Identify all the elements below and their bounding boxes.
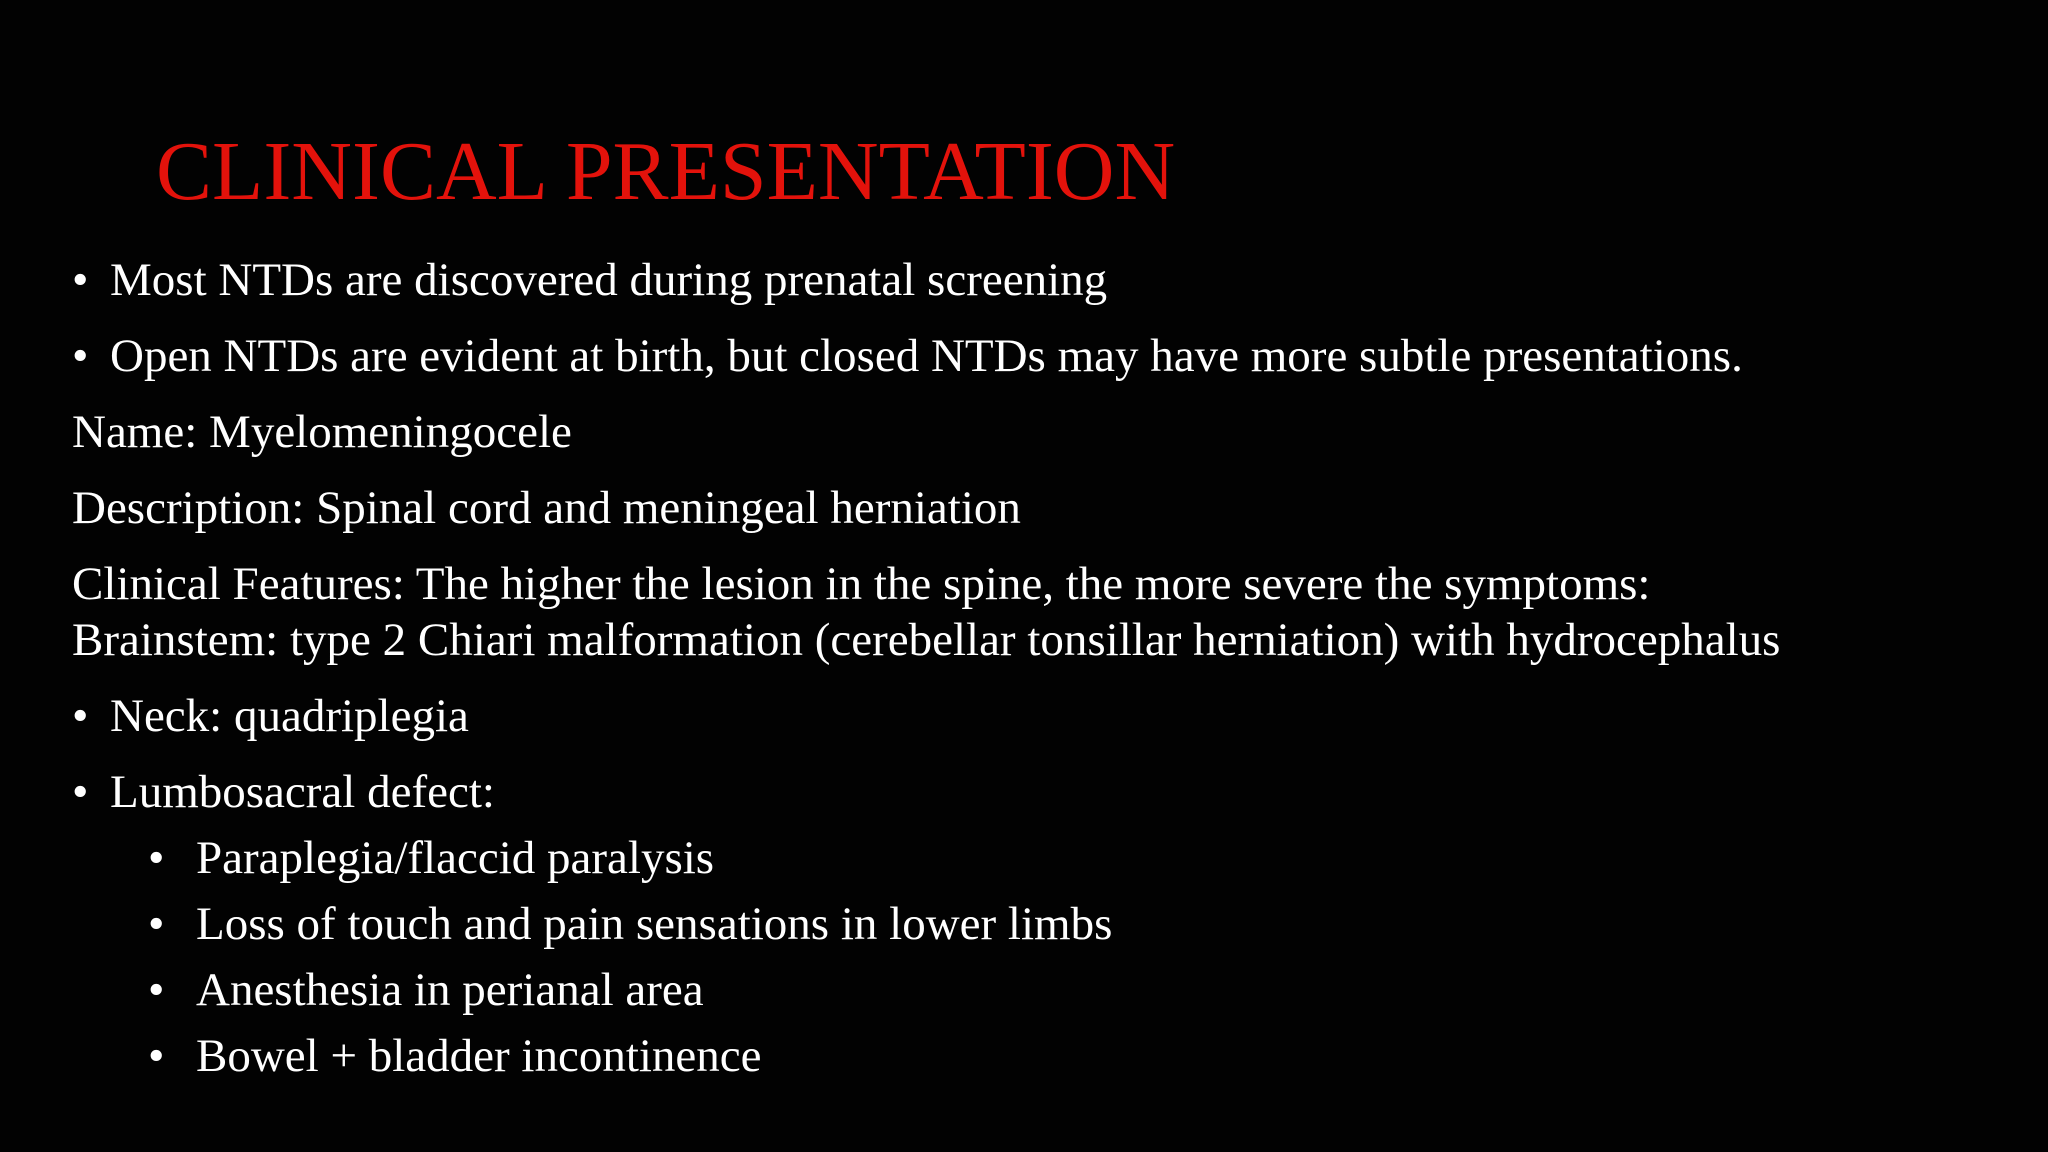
bullet-text-prenatal-screening: Most NTDs are discovered during prenatal screening bbox=[110, 254, 1108, 306]
sub-bullet-icon: • bbox=[148, 832, 165, 884]
bullet-icon: • bbox=[72, 690, 89, 742]
brainstem-line: Brainstem: type 2 Chiari malformation (cerebellar tonsillar herniation) with hydrocephalus bbox=[72, 614, 1781, 666]
slide-title: CLINICAL PRESENTATION bbox=[156, 125, 1176, 218]
sub-bullet-text-paraplegia: Paraplegia/flaccid paralysis bbox=[196, 832, 715, 884]
sub-bullet-text-sensation-loss: Loss of touch and pain sensations in lower limbs bbox=[196, 898, 1113, 950]
sub-bullet-icon: • bbox=[148, 964, 165, 1016]
bullet-text-open-closed-ntds: Open NTDs are evident at birth, but closed NTDs may have more subtle presentations. bbox=[110, 330, 1743, 382]
description-line: Description: Spinal cord and meningeal herniation bbox=[72, 482, 1021, 534]
bullet-text-neck: Neck: quadriplegia bbox=[110, 690, 469, 742]
sub-bullet-icon: • bbox=[148, 1030, 165, 1082]
sub-bullet-text-incontinence: Bowel + bladder incontinence bbox=[196, 1030, 762, 1082]
bullet-text-lumbosacral: Lumbosacral defect: bbox=[110, 766, 495, 818]
bullet-icon: • bbox=[72, 330, 89, 382]
bullet-icon: • bbox=[72, 254, 89, 306]
clinical-features-line: Clinical Features: The higher the lesion in the spine, the more severe the symptoms: bbox=[72, 558, 1651, 610]
sub-bullet-icon: • bbox=[148, 898, 165, 950]
name-line: Name: Myelomeningocele bbox=[72, 406, 572, 458]
sub-bullet-text-anesthesia: Anesthesia in perianal area bbox=[196, 964, 704, 1016]
bullet-icon: • bbox=[72, 766, 89, 818]
